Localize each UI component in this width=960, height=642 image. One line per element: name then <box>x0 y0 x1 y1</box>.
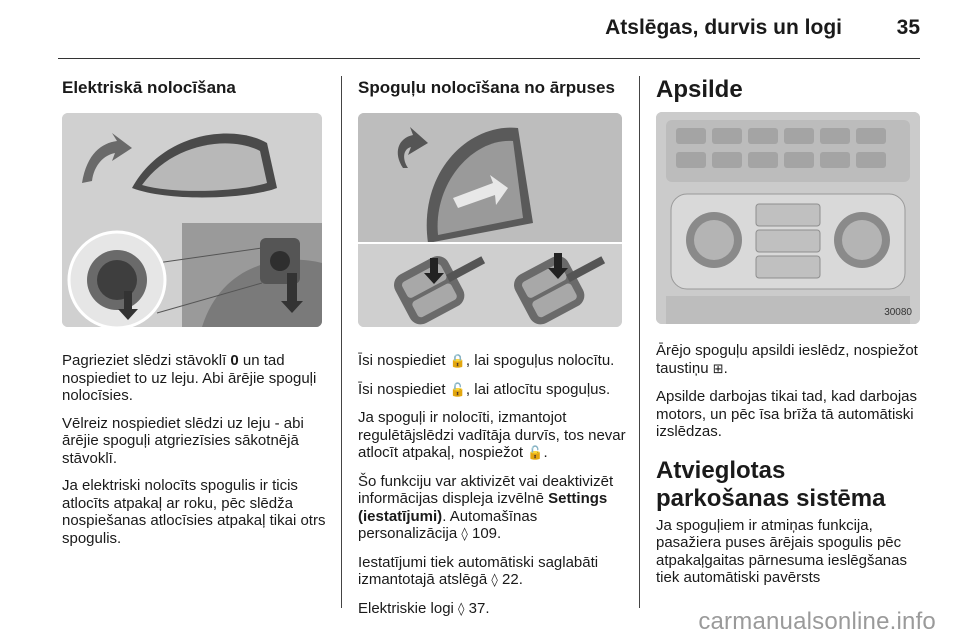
key-fold-illustration <box>358 113 622 327</box>
paragraph: Vēlreiz nospiediet slēdzi uz leju - abi ārējie spoguļi atgriezīsies sākotnējā stāvoklī. <box>62 414 304 467</box>
paragraph: Ja spoguļiem ir atmiņas funkcija, pasažiera puses ārējais spogulis pēc atpakaļgaitas pārnesuma ieslēgšanas tiek automātiski pavērsts <box>656 516 907 586</box>
section-heading: Elektriskā nolocīšana <box>62 78 236 97</box>
paragraph: Ja elektriski nolocīts spogulis ir ticis atlocīts atpakaļ ar roku, pēc slēdža nospiešanas atlocīsies atpakaļ tikai otrs spogulis. <box>62 477 326 547</box>
section-heading: Atvieglotas parkošanas sistēma <box>656 456 886 512</box>
mirror-heat-icon: ⊞ <box>712 361 724 377</box>
running-header-title: Atslēgas, durvis un logi <box>605 16 842 39</box>
section-heading: Spoguļu nolocīšana no ārpuses <box>358 78 615 97</box>
paragraph: Īsi nospiediet 🔒, lai spoguļus nolocītu. <box>358 352 615 369</box>
unlock-icon: 🔓 <box>527 446 544 461</box>
column-electric-folding <box>62 78 328 557</box>
page-number: 35 <box>896 16 920 39</box>
header-rule <box>58 58 920 59</box>
reference-arrow-icon: ◊ <box>491 573 498 588</box>
climate-control-panel-illustration <box>656 112 920 324</box>
column-divider <box>341 76 342 608</box>
paragraph: Elektriskie logi ◊ 37. <box>358 599 490 617</box>
column-external-folding <box>358 78 626 628</box>
column-divider <box>639 76 640 608</box>
paragraph: Ārējo spoguļu apsildi ieslēdz, nospiežot taustiņu ⊞. <box>656 342 918 377</box>
watermark: carmanualsonline.info <box>698 608 936 635</box>
paragraph: Šo funkciju var aktivizēt vai deaktivizēt informācijas displeja izvēlnē Settings (iestatījumi). Automašīnas personalizācija ◊ 109. <box>358 472 614 542</box>
mirror-switch-illustration <box>62 113 322 327</box>
reference-arrow-icon: ◊ <box>461 527 468 542</box>
unlock-icon: 🔓 <box>449 382 466 398</box>
paragraph: Iestatījumi tiek automātiski saglabāti izmantotajā atslēgā ◊ 22. <box>358 553 599 588</box>
paragraph: Īsi nospiediet 🔓, lai atlocītu spoguļus. <box>358 380 611 398</box>
section-heading: Apsilde <box>656 76 743 103</box>
paragraph: Apsilde darbojas tikai tad, kad darbojas motors, un pēc īsa brīža tā automātiski izslēdzas. <box>656 388 917 440</box>
paragraph: Pagrieziet slēdzi stāvoklī 0 un tad nospiediet to uz leju. Abi ārējie spoguļi nolocīsies. <box>62 352 317 404</box>
paragraph: Ja spoguļi ir nolocīti, izmantojot regulētājslēdzi vadītāja durvīs, tos nevar atlocīt atpakaļ, nospiežot 🔓. <box>358 409 626 461</box>
figure-code: 30080 <box>884 307 912 318</box>
column-heating <box>656 76 924 597</box>
reference-arrow-icon: ◊ <box>458 601 465 617</box>
lock-icon: 🔒 <box>449 354 466 369</box>
